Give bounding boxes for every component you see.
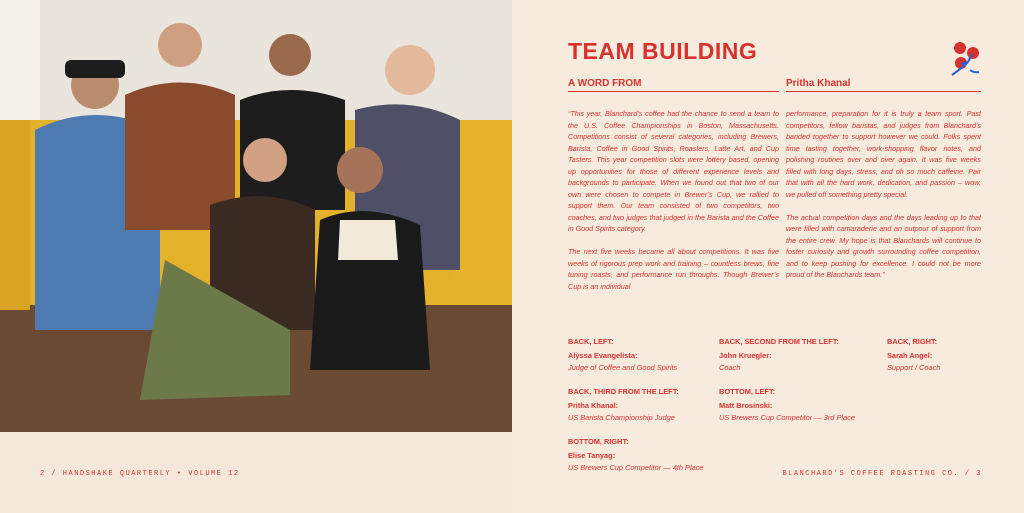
credit-position: BACK, SECOND FROM THE LEFT: [719,337,839,346]
cherry-branch-logo-icon [948,40,984,80]
credit-name: Sarah Angel: [887,351,933,360]
paragraph: “This year, Blanchard’s coffee had the chance to send a team to the U.S. Coffee Championships in Boston, Massachusetts. Competitions consist of several categories, including Brewers, Barista, Coffee in Good Spirits, Roasters, Latte Art, and Cup Tasters. This year competition slots were lottery based, opening up opportunities for those of different experience levels and backgrounds to participate. When we found out that two of our own were chosen to compete in Brewer’s Cup, we rallied to support them. Our team consisted of two competitors, two coaches, and two judges that judged in the Barista and the Coffee in Good Spirits category. [568,109,779,233]
credit-role: Judge of Coffee and Good Spirits [568,363,678,372]
credit-position: BACK, THIRD FROM THE LEFT: [568,387,679,396]
photo-credit [568,386,679,424]
credit-role: US Brewers Cup Competitor — 4th Place [568,463,704,472]
credit-position: BOTTOM, LEFT: [719,387,776,396]
article-column-right [786,108,981,292]
right-page [512,0,1024,513]
credit-role: Support / Coach [887,363,941,372]
credit-name: Elise Tanyag: [568,451,616,460]
paragraph: The next five weeks became all about competitions. It was five weeks of rigorous prep work and training – countless brews, fine tuning roasts, and performance run throughs. Though Brewer’s Cup is an individual [568,247,779,291]
byline-author: Pritha Khanal [786,78,851,89]
divider-left [568,91,779,92]
credit-name: John Kruegler: [719,351,772,360]
credit-position: BACK, LEFT: [568,337,614,346]
photo-credit [719,386,855,424]
credit-role: Coach [719,363,741,372]
folio-right: BLANCHARD’S COFFEE ROASTING CO. / 3 [782,470,982,478]
photo-credit [568,436,704,474]
credit-position: BACK, RIGHT: [887,337,938,346]
folio-left: 2 / HANDSHAKE QUARTERLY • VOLUME 12 [40,470,240,478]
credit-role: US Brewers Cup Competitor — 3rd Place [719,413,855,422]
article-column-left [568,108,779,304]
credit-role: US Barista Championship Judge [568,413,675,422]
divider-right [786,91,981,92]
paragraph: The actual competition days and the days leading up to that were filled with camaraderie and an outpour of support from the entire crew. My hope is that Blanchards will continue to foster curiosity and growth surrounding coffee competition, and to keep pushing for excellence. I could not be more proud of the Blanchards team.” [786,212,981,279]
team-photo [0,0,512,432]
credit-name: Matt Brosinski: [719,401,773,410]
photo-credit [887,336,940,374]
byline-label: A WORD FROM [568,78,642,89]
page-title: TEAM BUILDING [568,38,758,64]
photo-credit [719,336,839,374]
credit-position: BOTTOM, RIGHT: [568,437,629,446]
paragraph: performance, preparation for it is truly a team sport. Past competitors, fellow baristas, and judges from Blanchard’s banded together to support however we could. Folks spent time tasting together, work-shopping flavor notes, and polishing routines over and over again. It was five weeks filled with long days, stress, and oh so much caffeine. Pair that with all the hard work, dedication, and passion – wow, we pulled off something pretty special. [786,109,981,199]
photo-credit [568,336,677,374]
credit-name: Alyssa Evangelista: [568,351,638,360]
credit-name: Pritha Khanal: [568,401,619,410]
